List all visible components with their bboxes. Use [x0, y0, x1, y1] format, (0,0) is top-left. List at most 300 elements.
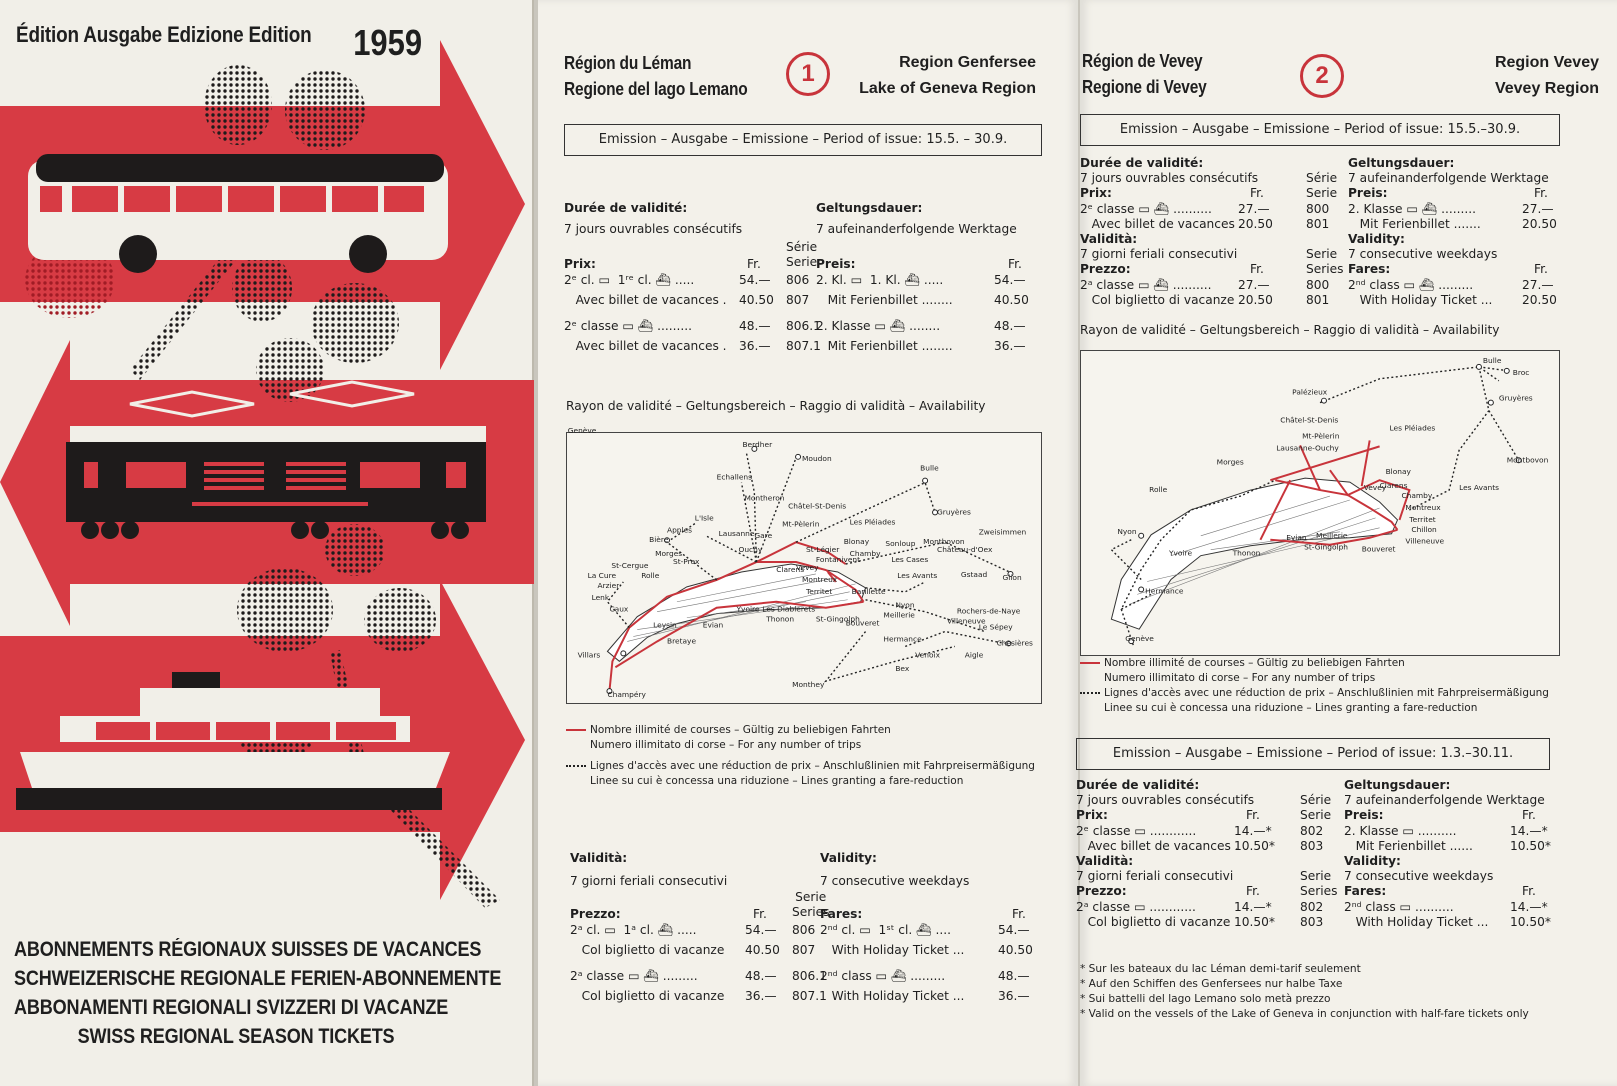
fare-row — [1076, 899, 1324, 915]
fare-text: Prezzo: — [1076, 884, 1127, 899]
map-place-label: Territet — [805, 586, 833, 596]
legend-dotted-line — [566, 765, 586, 767]
validity-de-label: Geltungsdauer: — [816, 201, 923, 215]
fare-price: 40.50 — [998, 943, 1033, 957]
fare-row — [820, 942, 1060, 962]
region1-page — [538, 0, 1078, 1086]
legend-dot-text-2: Linee su cui è concessa una riduzione – Lines granting a fare-reduction — [590, 775, 964, 787]
map-place-label: Bouveret — [1361, 544, 1396, 554]
fare-description: With Holiday Ticket ... — [820, 989, 965, 1003]
fare-row — [1076, 823, 1324, 839]
fare-row — [1080, 277, 1330, 293]
map-place-label: Châtel-St-Denis — [1280, 415, 1339, 425]
fare-price: 27.— — [1238, 277, 1270, 292]
map-place-label: Zweisimmen — [978, 527, 1027, 537]
fare-text: 2ᵉ classe ▭ ............ — [1076, 823, 1197, 838]
fare-row — [1348, 247, 1560, 262]
fare-row — [1348, 171, 1560, 186]
map-place-label: Bretaye — [667, 636, 697, 646]
fare-text: Preis: — [1344, 808, 1384, 823]
fare-price: 10.50* — [1510, 914, 1551, 929]
region2-fares-left-2 — [1076, 778, 1338, 930]
fare-row — [1348, 278, 1560, 293]
fare-heading — [1076, 808, 1332, 823]
validity-fr: 7 jours ouvrables consécutifs — [564, 222, 743, 236]
map-place-label: Blonay — [1385, 467, 1411, 477]
fare-text: 2. Klasse ▭ ⛴ ......... — [1348, 201, 1477, 216]
title-de: SCHWEIZERISCHE REGIONALE FERIEN-ABONNEMENTE — [14, 967, 502, 990]
map-place-label: Montheron — [744, 493, 785, 503]
fare-row — [570, 922, 820, 942]
fare-price: 20.50 — [1238, 216, 1273, 231]
region2-name-fr: Région de Vevey — [1082, 51, 1203, 71]
map-place-label: Berdher — [742, 439, 773, 449]
validity-en-label: Validity: — [820, 851, 877, 865]
fare-serie: 807.1 — [792, 989, 827, 1003]
fare-heading — [1348, 186, 1560, 201]
fare-text: Validity: — [1344, 853, 1401, 868]
region1-name-fr: Région du Léman — [564, 53, 692, 73]
fare-row — [816, 338, 1056, 358]
fare-row — [1080, 292, 1330, 308]
map-place-label: Barillette — [851, 586, 886, 596]
fare-heading — [1344, 854, 1554, 869]
fare-text: Geltungsdauer: — [1344, 778, 1451, 792]
fares-en-list — [820, 922, 1060, 1008]
map-place-label: Monthey — [792, 680, 825, 690]
region1-name-de: Region Genfersee — [899, 54, 1036, 71]
fare-description: 2ᵉ cl. ▭ 1ʳᵉ cl. ⛴ ..... — [564, 273, 695, 287]
region2-page — [1076, 0, 1617, 1086]
map-place-label: Meillerie — [883, 610, 915, 620]
edition-label: Édition Ausgabe Edizione Edition — [16, 22, 312, 47]
fare-row — [1080, 171, 1338, 186]
map-place-label: Chamby — [849, 549, 881, 559]
fare-price: 36.— — [994, 339, 1026, 353]
fare-price: 54.— — [739, 273, 771, 287]
fare-heading — [1344, 808, 1554, 823]
fare-text: 7 consecutive weekdays — [1348, 247, 1498, 262]
fare-row — [1076, 793, 1332, 808]
fare-serie: 806 — [792, 923, 816, 937]
prix-label: Prix: — [564, 257, 596, 271]
map-place-label: Rolle — [1149, 485, 1168, 495]
cover-page — [0, 0, 534, 1086]
fare-text: Col biglietto di vacanze — [1076, 914, 1231, 929]
map-place-label: Echallens — [716, 472, 753, 482]
map-place-label: Les Avants — [897, 570, 938, 580]
fare-heading — [1348, 156, 1560, 171]
fare-row — [1076, 914, 1324, 930]
legend-red-text-1: Nombre illimité de courses – Gültig zu beliebigen Fahrten — [590, 724, 891, 736]
fare-serie: Serie — [1306, 247, 1338, 262]
fare-row — [1344, 869, 1554, 884]
fare-price: 36.— — [745, 989, 777, 1003]
map-place-label: Thonon — [766, 614, 795, 624]
fare-description: Col biglietto di vacanze — [570, 943, 725, 957]
fare-price: 54.— — [745, 923, 777, 937]
fare-price: 40.50 — [994, 293, 1029, 307]
map-place-label: Montbovon — [923, 537, 965, 547]
map-place-label: Nyon — [895, 600, 915, 610]
map-place-label: Les Avants — [1459, 483, 1500, 493]
fare-heading — [1080, 156, 1316, 171]
legend-red-line — [1080, 662, 1100, 664]
map-place-label: Blonay — [843, 537, 870, 547]
fare-description: Mit Ferienbillet ........ — [816, 293, 953, 307]
map-place-label: Chillon — [1411, 524, 1437, 534]
fare-row — [1348, 293, 1560, 308]
fare-text: Avec billet de vacances . — [1076, 838, 1239, 853]
cover-illustration — [0, 40, 534, 920]
currency-label: Fr. — [1250, 262, 1264, 277]
fare-serie: 801 — [1306, 216, 1330, 231]
fare-description: Avec billet de vacances . — [564, 293, 727, 307]
fare-serie: 803 — [1300, 914, 1324, 929]
legend-red-line — [566, 729, 586, 731]
fare-text: Col biglietto di vacanze — [1080, 292, 1235, 307]
map-place-label: Chesières — [996, 638, 1033, 648]
map-place-label: Yvoire — [736, 604, 760, 614]
fare-text: Durée de validité: — [1076, 778, 1200, 792]
currency-label: Fr. — [1246, 808, 1260, 823]
region2-rayon: Rayon de validité – Geltungsbereich – Raggio di validità – Availability — [1080, 323, 1500, 337]
fare-price: 36.— — [739, 339, 771, 353]
map-place-label: Vevey — [1363, 483, 1387, 493]
map-place-label: Gruyères — [937, 507, 971, 517]
region1-number-badge: 1 — [786, 52, 830, 96]
fare-row — [564, 292, 814, 312]
map-place-label: Les Diablerets — [762, 604, 816, 614]
map-place-label: St-Légier — [805, 545, 840, 555]
fare-text: Fares: — [1344, 884, 1387, 899]
fare-row — [1080, 247, 1338, 262]
validity-en: 7 consecutive weekdays — [820, 874, 970, 888]
region2-fares-right-2 — [1344, 778, 1554, 930]
fare-serie: 806.1 — [792, 969, 827, 983]
footnote: * Valid on the vessels of the Lake of Geneva in conjunction with half-fare tickets only — [1080, 1008, 1529, 1020]
legend-dot-text-1: Lignes d'accès avec une réduction de prix – Anschlußlinien mit Fahrpreisermäßigung — [1104, 687, 1549, 699]
map-place-label: Châtel-St-Denis — [788, 501, 847, 511]
map-place-label: L'Isle — [694, 513, 714, 523]
region2-number-badge: 2 — [1300, 54, 1344, 98]
fare-row — [1344, 839, 1554, 854]
fare-text: 2. Klasse ▭ .......... — [1344, 823, 1457, 838]
map-place-label: Chamby — [1401, 491, 1433, 501]
fare-price: 14.—* — [1234, 823, 1272, 838]
fare-price: 54.— — [994, 273, 1026, 287]
fare-description: 2. Klasse ▭ ⛴ ........ — [816, 319, 941, 333]
map-place-label: Gruyères — [1498, 393, 1533, 403]
fare-row — [820, 968, 1060, 988]
fares-it-list — [570, 922, 827, 1008]
currency-label: Fr. — [747, 257, 761, 271]
map-place-label: Apples — [667, 525, 693, 535]
map-place-label: Mt-Pèlerin — [782, 519, 820, 529]
fare-row — [1076, 869, 1332, 884]
fare-price: 27.— — [1238, 201, 1270, 216]
fare-text: Prezzo: — [1080, 262, 1131, 277]
fare-price: 10.50* — [1234, 914, 1275, 929]
map-place-label: Hermance — [1145, 586, 1184, 596]
currency-label: Fr. — [1534, 262, 1548, 277]
cover-titles — [14, 935, 501, 1051]
fare-description: 2ᵃ classe ▭ ⛴ ......... — [570, 969, 698, 983]
region1-name-it: Regione del lago Lemano — [564, 79, 748, 99]
map-place-label: Territet — [1409, 514, 1436, 524]
region2-title-left — [1082, 48, 1207, 100]
fare-text: 2ⁿᵈ class ▭ .......... — [1344, 899, 1454, 914]
fare-price: 20.50 — [1522, 292, 1557, 307]
serie-label: Serie Series — [792, 890, 830, 919]
fare-heading — [1344, 884, 1554, 899]
fare-serie: 803 — [1300, 838, 1324, 853]
map-place-label: Lausanne-Ouchy — [1276, 443, 1339, 453]
fare-serie: 800 — [1306, 277, 1330, 292]
fare-price: 27.— — [1522, 277, 1554, 292]
region1-fares-de — [816, 200, 1056, 358]
map-place-label: Clarens — [1379, 481, 1408, 491]
map-place-label: Bouveret — [845, 618, 880, 628]
fare-row — [1076, 838, 1324, 854]
serie-label: Série Serie — [786, 240, 818, 269]
map-place-label: La Cure — [587, 570, 617, 580]
fare-description: With Holiday Ticket ... — [820, 943, 965, 957]
map-place-label: Moudon — [802, 453, 832, 463]
fare-heading — [1076, 854, 1312, 869]
legend-dotted-line — [1080, 692, 1100, 694]
fare-price: 10.50* — [1234, 838, 1275, 853]
fare-price: 36.— — [998, 989, 1030, 1003]
preis-label: Preis: — [816, 257, 856, 271]
title-en: SWISS REGIONAL SEASON TICKETS — [77, 1025, 395, 1048]
legend-red-text-2: Numero illimitato di corse – For any number of trips — [1104, 672, 1376, 684]
fare-row — [816, 272, 1056, 292]
map-place-label: Caux — [609, 604, 629, 614]
fare-row — [1080, 201, 1330, 217]
map-place-label: Genève — [1125, 634, 1154, 644]
map-place-label: Bulle — [1482, 355, 1502, 365]
fare-heading — [1076, 884, 1338, 899]
fare-price: 14.—* — [1234, 899, 1272, 914]
fare-text: 2ᵃ classe ▭ ............ — [1076, 899, 1196, 914]
footnote: * Sur les bateaux du lac Léman demi-tarif seulement — [1080, 963, 1361, 975]
map-place-label: Montbovon — [1506, 455, 1549, 465]
map-place-label: Bex — [895, 664, 910, 674]
title-fr: ABONNEMENTS RÉGIONAUX SUISSES DE VACANCES — [14, 938, 482, 961]
fare-description: 2. Kl. ▭ 1. Kl. ⛴ ..... — [816, 273, 944, 287]
fare-price: 14.—* — [1510, 823, 1548, 838]
validity-it-label: Validità: — [570, 851, 628, 865]
fare-row — [564, 338, 821, 358]
map-place-label: Thonon — [1232, 548, 1261, 558]
fare-description: 2ⁿᵈ cl. ▭ 1ˢᵗ cl. ⛴ .... — [820, 923, 951, 937]
fare-text: 2ⁿᵈ class ▭ ⛴ ......... — [1348, 277, 1474, 292]
region2-name-it: Regione di Vevey — [1082, 77, 1207, 97]
region1-fares-fr — [564, 200, 821, 358]
fare-text: Prix: — [1080, 186, 1112, 201]
fare-row — [816, 292, 1056, 312]
fare-text: With Holiday Ticket ... — [1348, 292, 1493, 307]
map-place-label: Morges — [655, 549, 683, 559]
fare-serie: 807.1 — [786, 339, 821, 353]
fare-serie: Serie — [1300, 808, 1332, 823]
map-place-label: Le Sépey — [978, 622, 1013, 632]
map-place-label: Aigle — [964, 650, 984, 660]
fare-row — [564, 318, 821, 338]
region1-title-left — [564, 50, 748, 102]
region1-name-en: Lake of Geneva Region — [859, 80, 1036, 97]
region2-title-right — [1495, 50, 1599, 102]
legend-dot-text-2: Linee su cui è concessa una riduzione – Lines granting a fare-reduction — [1104, 702, 1478, 714]
fares-label: Fares: — [820, 907, 863, 921]
fare-text: 7 aufeinanderfolgende Werktage — [1348, 171, 1549, 186]
map-place-label: Les Pléiades — [849, 517, 896, 527]
fare-description: Avec billet de vacances . — [564, 339, 727, 353]
fare-price: 14.—* — [1510, 899, 1548, 914]
fare-text: Validità: — [1076, 853, 1134, 868]
fare-text: 7 giorni feriali consecutivi — [1080, 247, 1238, 262]
fare-description: 2ᵃ cl. ▭ 1ᵃ cl. ⛴ ..... — [570, 923, 697, 937]
fare-row — [1080, 216, 1330, 232]
map-place-label: Evian — [702, 620, 724, 630]
fare-text: Fares: — [1348, 262, 1391, 277]
region2-period-box-1: Emission – Ausgabe – Emissione – Period of issue: 15.5.–30.9. — [1080, 114, 1560, 146]
map-place-label: Sonloup — [885, 539, 916, 549]
fare-price: 48.— — [994, 319, 1026, 333]
map-place-label: Château-d'Oex — [937, 545, 993, 555]
map-place-label: Genève — [567, 426, 597, 435]
map-place-label: Champéry — [607, 690, 646, 700]
map-place-label: Arzier — [597, 580, 620, 590]
currency-label: Fr. — [1250, 186, 1264, 201]
region2-fares-left-1 — [1080, 156, 1344, 308]
map-place-label: Hermance — [883, 634, 922, 644]
fare-row — [570, 968, 827, 988]
map-place-label: Lenk — [591, 592, 610, 602]
footnote: * Auf den Schiffen des Genfersees nur halbe Taxe — [1080, 978, 1343, 990]
legend-red-text-1: Nombre illimité de courses – Gültig zu beliebigen Fahrten — [1104, 657, 1405, 669]
map-place-label: Mt-Pèlerin — [1302, 431, 1340, 441]
currency-label: Fr. — [1534, 186, 1548, 201]
region2-map — [1080, 350, 1560, 656]
region1-legend — [566, 723, 1035, 789]
footnote: * Sui battelli del lago Lemano solo metà prezzo — [1080, 993, 1331, 1005]
fare-price: 20.50 — [1238, 292, 1273, 307]
fare-price: 54.— — [998, 923, 1030, 937]
fare-row — [820, 988, 1060, 1008]
currency-label: Fr. — [1246, 884, 1260, 899]
fare-text: Prix: — [1076, 808, 1108, 823]
map-place-label: St-Cergue — [611, 561, 649, 570]
fare-description: 2ⁿᵈ class ▭ ⛴ ......... — [820, 969, 946, 983]
region1-title-right — [859, 50, 1036, 102]
fare-text: 7 aufeinanderfolgende Werktage — [1344, 793, 1545, 808]
map-place-label: St-Gingolph — [815, 614, 860, 624]
region2-name-de: Region Vevey — [1494, 54, 1599, 71]
fare-text: 2ᵉ classe ▭ ⛴ .......... — [1080, 201, 1212, 216]
fare-row — [820, 922, 1060, 942]
fare-text: With Holiday Ticket ... — [1344, 914, 1489, 929]
region2-footnotes — [1080, 962, 1529, 1022]
fare-text: 7 jours ouvrables consécutifs — [1076, 793, 1255, 808]
fare-text: Mit Ferienbillet ....... — [1348, 216, 1481, 231]
fare-serie: 806.1 — [786, 319, 821, 333]
fare-serie: 800 — [1306, 201, 1330, 216]
fare-heading — [1344, 778, 1554, 793]
map-place-label: Villars — [577, 650, 601, 660]
map-place-label: Bulle — [920, 463, 939, 473]
fare-heading — [1080, 262, 1344, 277]
legend-dot-text-1: Lignes d'accès avec une réduction de prix – Anschlußlinien mit Fahrpreisermäßigung — [590, 760, 1035, 772]
fare-row — [570, 988, 827, 1008]
fare-serie: Series — [1306, 262, 1344, 277]
fare-serie: Serie — [1306, 186, 1338, 201]
region1-fares-it — [570, 850, 830, 1008]
fare-serie: Series — [1300, 884, 1338, 899]
fare-description: Col biglietto di vacanze — [570, 989, 725, 1003]
fare-heading — [1348, 232, 1560, 247]
fare-price: 40.50 — [739, 293, 774, 307]
map-place-label: St-Prex — [672, 557, 700, 567]
fare-row — [1344, 900, 1554, 915]
fare-description: Mit Ferienbillet ........ — [816, 339, 953, 353]
fare-price: 10.50* — [1510, 838, 1551, 853]
fare-heading — [1348, 262, 1560, 277]
legend-red-text-2: Numero illimitato di corse – For any number of trips — [590, 739, 862, 751]
fare-row — [1344, 824, 1554, 839]
map-place-label: Rochers-de-Naye — [956, 606, 1021, 616]
fare-text: 2ᵃ classe ▭ ⛴ .......... — [1080, 277, 1212, 292]
fares-fr-list — [564, 272, 821, 358]
fare-serie: 802 — [1300, 899, 1324, 914]
region2-period-box-2: Emission – Ausgabe – Emissione – Period of issue: 1.3.–30.11. — [1076, 738, 1550, 770]
fare-serie: 802 — [1300, 823, 1324, 838]
fare-serie: 807 — [792, 943, 816, 957]
region2-fares-right-1 — [1348, 156, 1560, 308]
fare-text: 7 consecutive weekdays — [1344, 869, 1494, 884]
edition-year: 1959 — [353, 22, 422, 63]
map-place-label: Gstaad — [960, 569, 988, 579]
fare-price: 48.— — [745, 969, 777, 983]
fare-description: 2ᵉ classe ▭ ⛴ ......... — [564, 319, 692, 333]
map-place-label: Villeneuve — [1405, 536, 1445, 546]
map-place-label: Broc — [1512, 367, 1530, 377]
region1-period-box: Emission – Ausgabe – Emissione – Period of issue: 15.5. – 30.9. — [564, 124, 1042, 156]
map-place-label: Yvoire — [1168, 548, 1193, 558]
currency-label: Fr. — [1522, 808, 1536, 823]
map-place-label: Fontanivent — [815, 555, 861, 565]
fare-text: Mit Ferienbillet ...... — [1344, 838, 1473, 853]
currency-label: Fr. — [1012, 907, 1026, 921]
map-place-label: Ouchy — [738, 545, 763, 555]
fare-price: 48.— — [998, 969, 1030, 983]
map-place-label: Lausanne — [718, 529, 755, 539]
fare-serie: 807 — [786, 293, 810, 307]
map-place-label: Morges — [1216, 457, 1244, 467]
prezzo-label: Prezzo: — [570, 907, 621, 921]
map-place-label: Gare — [754, 531, 773, 541]
map-place-label: Rolle — [641, 570, 660, 580]
map-place-label: Les Pléiades — [1389, 423, 1436, 433]
region1-fares-en — [820, 850, 1060, 1008]
title-it: ABBONAMENTI REGIONALI SVIZZERI DI VACANZE — [14, 996, 449, 1019]
map-place-label: St-Gingolph — [1304, 542, 1349, 552]
fare-text: Durée de validité: — [1080, 156, 1204, 170]
fare-heading — [1076, 778, 1312, 793]
fare-text: 7 giorni feriali consecutivi — [1076, 869, 1234, 884]
region1-rayon: Rayon de validité – Geltungsbereich – Raggio di validità – Availability — [566, 399, 986, 413]
